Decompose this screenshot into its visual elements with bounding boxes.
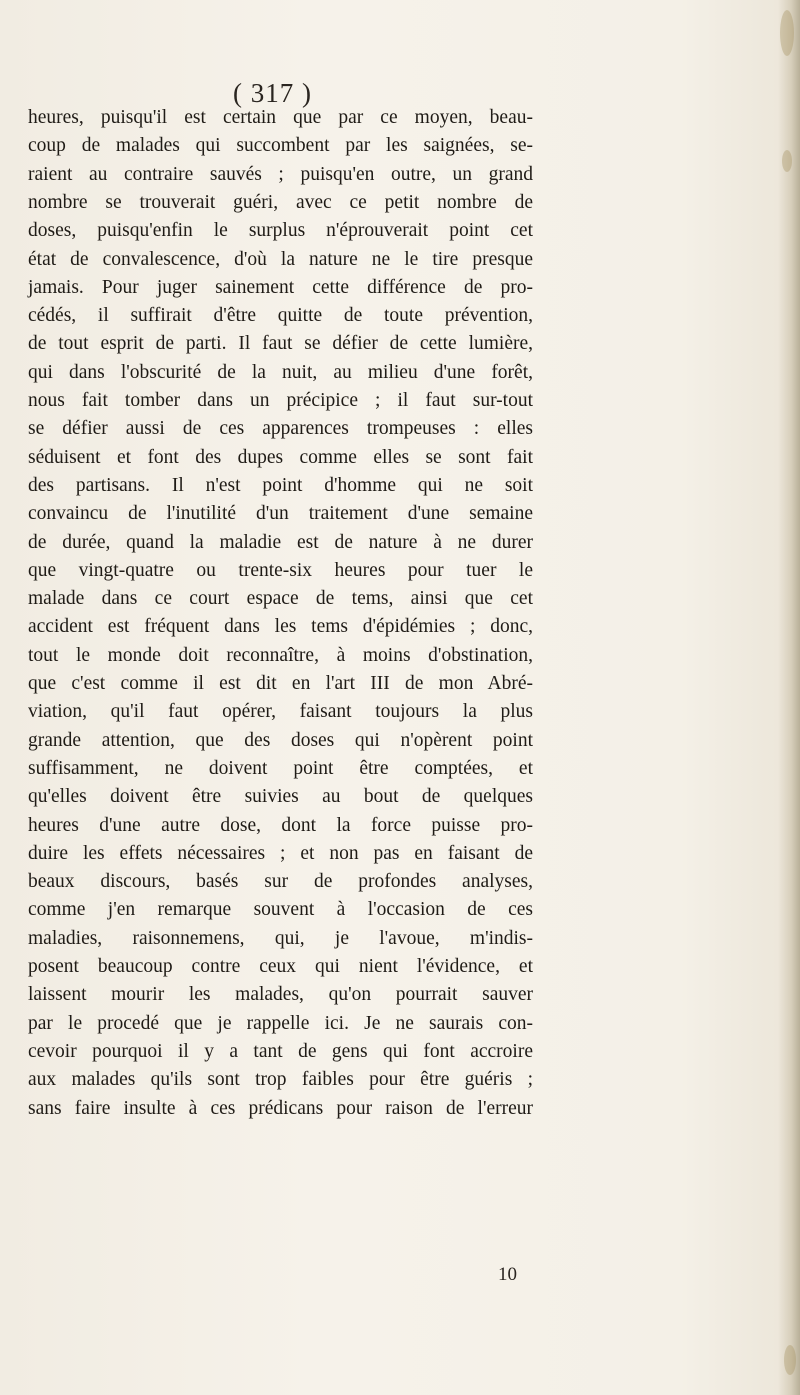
text-line: tout le monde doit reconnaître, à moins d'obstination, bbox=[28, 644, 533, 666]
text-line: comme j'en remarque souvent à l'occasion de ces bbox=[28, 899, 533, 921]
text-line: coup de malades qui succombent par les saignées, se- bbox=[28, 135, 533, 157]
text-line: malade dans ce court espace de tems, ainsi que cet bbox=[28, 588, 533, 610]
paper-stain bbox=[784, 1345, 796, 1375]
paper-stain bbox=[780, 10, 794, 56]
text-line: sans faire insulte à ces prédicans pour raison de l'erreur bbox=[28, 1097, 533, 1119]
text-line: maladies, raisonnemens, qui, je l'avoue, m'indis- bbox=[28, 927, 533, 949]
text-line: qu'elles doivent être suivies au bout de quelques bbox=[28, 786, 533, 808]
text-line: grande attention, que des doses qui n'opèrent point bbox=[28, 729, 533, 751]
text-line: nous fait tomber dans un précipice ; il faut sur-tout bbox=[28, 390, 533, 411]
text-line: raient au contraire sauvés ; puisqu'en outre, un grand bbox=[28, 163, 533, 185]
page-number: ( 317 ) bbox=[233, 78, 312, 108]
text-line: séduisent et font des dupes comme elles se sont fait bbox=[28, 446, 533, 468]
text-line: de tout esprit de parti. Il faut se défier de cette lumière, bbox=[28, 333, 533, 355]
text-line: aux malades qu'ils sont trop faibles pour être guéris ; bbox=[28, 1069, 533, 1091]
signature-mark: 10 bbox=[498, 1264, 517, 1285]
text-line: heures d'une autre dose, dont la force puisse pro- bbox=[28, 814, 533, 836]
text-line: nombre se trouverait guéri, avec ce petit nombre de bbox=[28, 191, 533, 213]
text-line: accident est fréquent dans les tems d'épidémies ; donc, bbox=[28, 616, 533, 638]
text-line: des partisans. Il n'est point d'homme qui ne soit bbox=[28, 474, 533, 496]
text-line: que c'est comme il est dit en l'art III de mon Abré- bbox=[28, 673, 533, 694]
text-line: par le procedé que je rappelle ici. Je ne saurais con- bbox=[28, 1012, 533, 1034]
text-line: duire les effets nécessaires ; et non pas en faisant de bbox=[28, 842, 533, 864]
paper-stain bbox=[782, 150, 792, 172]
text-line: se défier aussi de ces apparences trompeuses : elles bbox=[28, 418, 533, 440]
text-line: viation, qu'il faut opérer, faisant toujours la plus bbox=[28, 701, 533, 723]
text-line: doses, puisqu'enfin le surplus n'éprouverait point cet bbox=[28, 220, 533, 242]
text-line: beaux discours, basés sur de profondes analyses, bbox=[28, 871, 533, 893]
text-line: jamais. Pour juger sainement cette différence de pro- bbox=[28, 276, 533, 298]
text-line: posent beaucoup contre ceux qui nient l'évidence, et bbox=[28, 956, 533, 977]
text-line: qui dans l'obscurité de la nuit, au milieu d'une forêt, bbox=[28, 361, 533, 383]
text-line: convaincu de l'inutilité d'un traitement d'une semaine bbox=[28, 503, 533, 525]
text-line: que vingt-quatre ou trente-six heures pour tuer le bbox=[28, 559, 533, 581]
page-edge-shadow bbox=[778, 0, 800, 1395]
text-line: heures, puisqu'il est certain que par ce moyen, beau- bbox=[28, 107, 533, 128]
text-line: état de convalescence, d'où la nature ne le tire presque bbox=[28, 248, 533, 270]
text-line: de durée, quand la maladie est de nature à ne durer bbox=[28, 531, 533, 553]
text-line: cédés, il suffirait d'être quitte de toute prévention, bbox=[28, 305, 533, 327]
text-line: suffisamment, ne doivent point être comptées, et bbox=[28, 757, 533, 779]
text-line: laissent mourir les malades, qu'on pourrait sauver bbox=[28, 984, 533, 1006]
text-line: cevoir pourquoi il y a tant de gens qui font accroire bbox=[28, 1040, 533, 1062]
